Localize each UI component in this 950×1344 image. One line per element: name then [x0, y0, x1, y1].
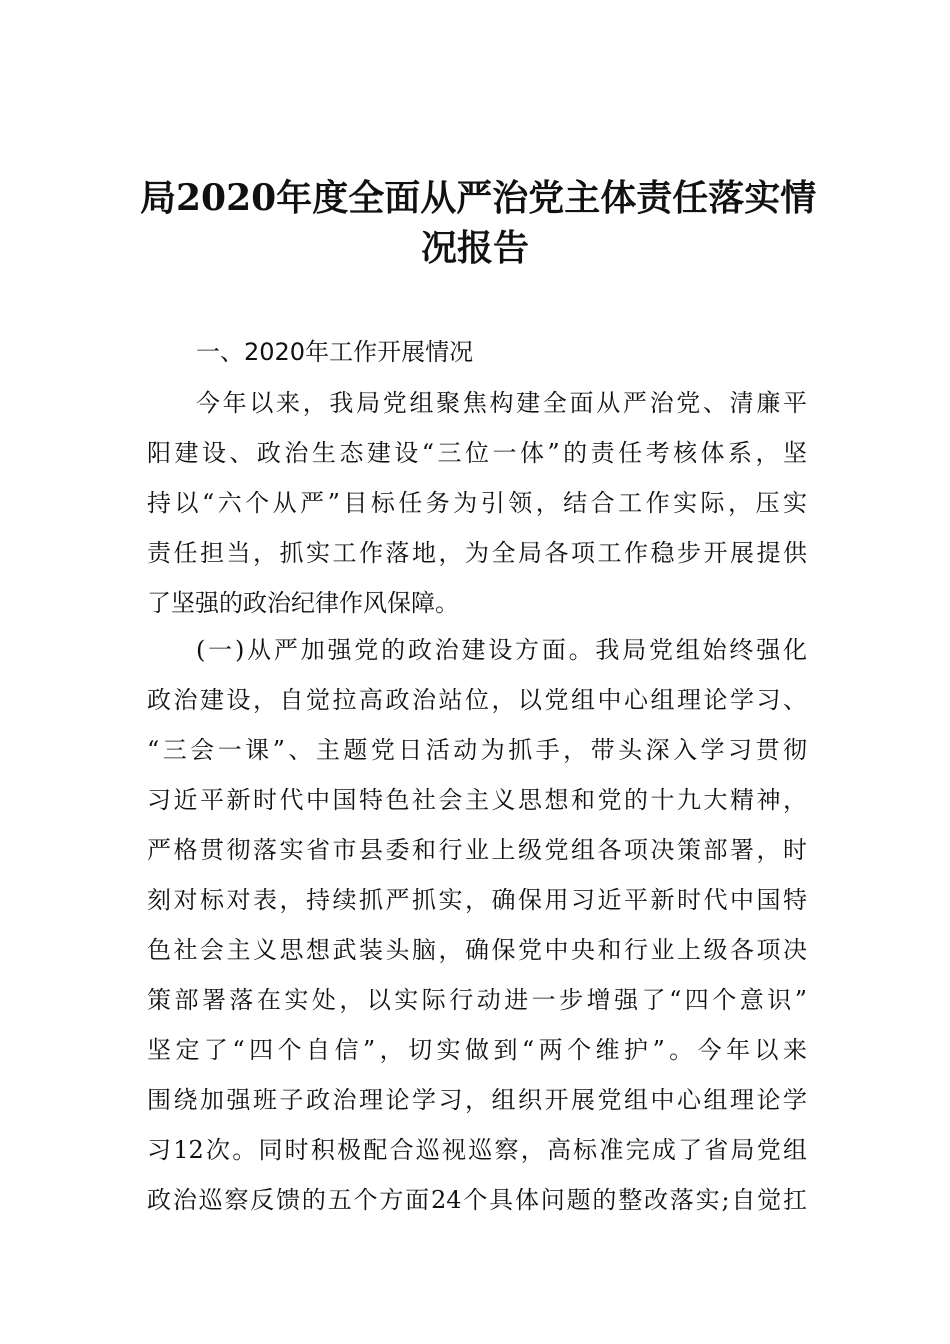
paragraph-2-line-2: 政治建设，自觉拉高政治站位，以党组中心组理论学习、 — [147, 686, 807, 714]
paragraph-2-line-3: “三会一课”、主题党日活动为抓手，带头深入学习贯彻 — [147, 736, 807, 764]
document-title-line-2: 况报告 — [420, 227, 529, 269]
paragraph-2-line-6: 刻对标对表，持续抓严抓实，确保用习近平新时代中国特 — [147, 886, 807, 914]
paragraph-2-line-12: 政治巡察反馈的五个方面24个具体问题的整改落实;自觉扛 — [147, 1186, 807, 1214]
paragraph-1-line-5: 了坚强的政治纪律作风保障。 — [147, 589, 459, 617]
paragraph-1-line-4: 责任担当，抓实工作落地，为全局各项工作稳步开展提供 — [147, 539, 807, 567]
paragraph-1-line-2: 阳建设、政治生态建设“三位一体”的责任考核体系，坚 — [147, 439, 807, 467]
paragraph-1-line-1: 今年以来，我局党组聚焦构建全面从严治党、清廉平 — [196, 389, 807, 417]
paragraph-1-line-3: 持以“六个从严”目标任务为引领，结合工作实际，压实 — [147, 489, 807, 517]
paragraph-2-line-8: 策部署落在实处，以实际行动进一步增强了“四个意识” — [147, 986, 807, 1014]
paragraph-2-line-1: (一)从严加强党的政治建设方面。我局党组始终强化 — [196, 636, 807, 664]
paragraph-2-line-5: 严格贯彻落实省市县委和行业上级党组各项决策部署，时 — [147, 836, 807, 864]
paragraph-2-line-9: 坚定了“四个自信”，切实做到“两个维护”。今年以来 — [147, 1036, 807, 1064]
document-title-line-1: 局2020年度全面从严治党主体责任落实情 — [140, 177, 817, 219]
paragraph-2-line-7: 色社会主义思想武装头脑，确保党中央和行业上级各项决 — [147, 936, 807, 964]
section-heading: 一、2020年工作开展情况 — [196, 338, 474, 366]
paragraph-2-line-4: 习近平新时代中国特色社会主义思想和党的十九大精神， — [147, 786, 807, 814]
paragraph-2-line-11: 习12次。同时积极配合巡视巡察，高标准完成了省局党组 — [147, 1136, 807, 1164]
paragraph-2-line-10: 围绕加强班子政治理论学习，组织开展党组中心组理论学 — [147, 1086, 807, 1114]
